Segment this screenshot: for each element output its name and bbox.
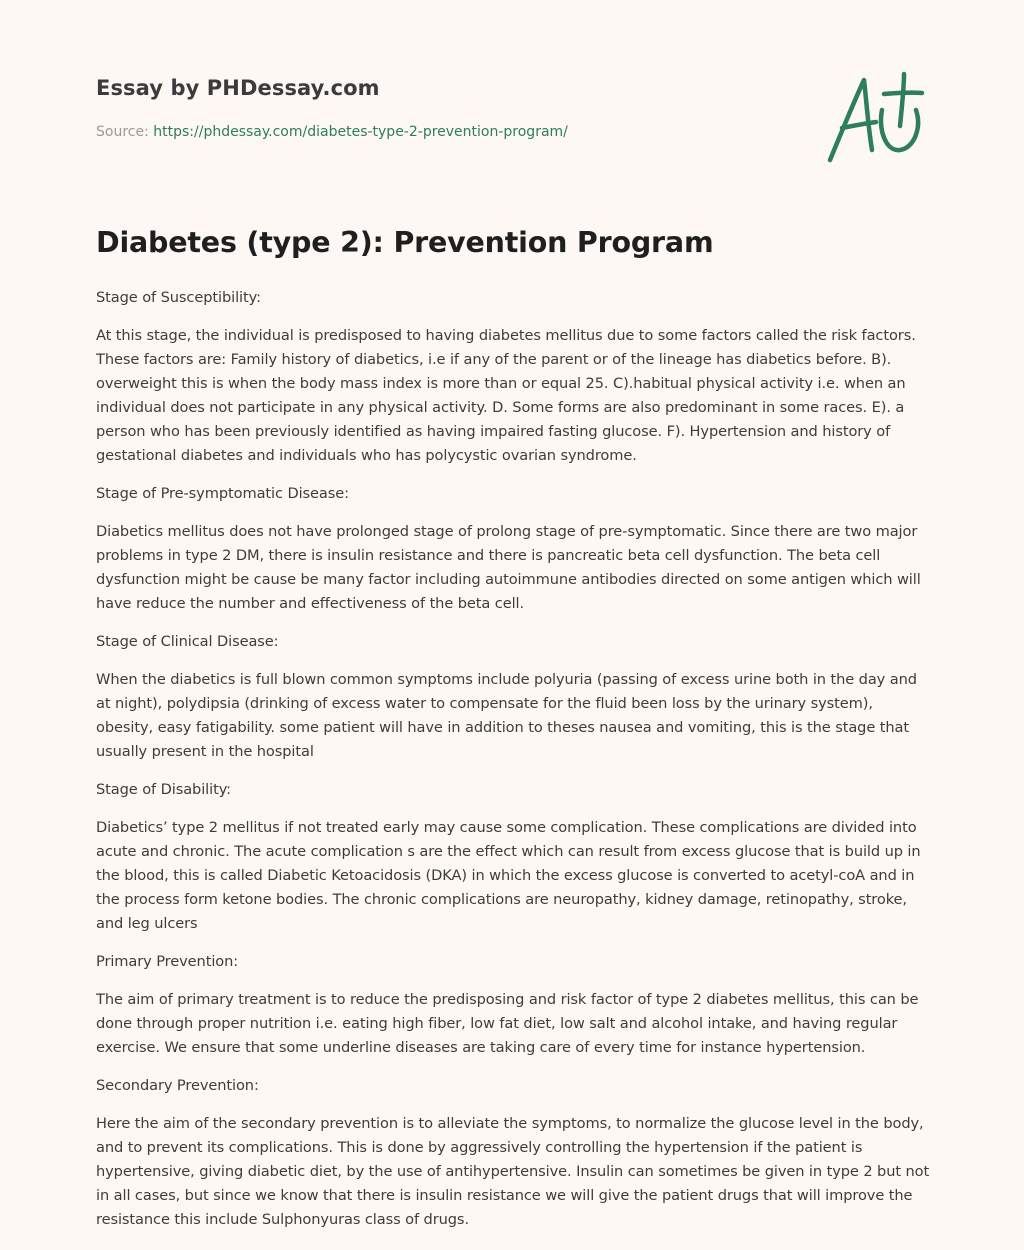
section-paragraph: When the diabetics is full blown common symptoms include polyuria (passing of excess urine both in the day and at night), polydipsia (drinking of excess water to compensate for the fluid been loss by the urinary system), obesity, easy fatigability. some patient will have in addition to theses nausea and vomiting, this is the stage that usually present in the hospital bbox=[96, 671, 917, 760]
section-paragraph: Diabetics mellitus does not have prolonged stage of prolong stage of pre-symptomatic. Since there are two major problems in type 2 DM, there is insulin resistance and there is pancreatic beta cell dysfunction. The beta cell dysfunction might be cause be many factor including autoimmune antibodies directed on some antigen which will have reduce the number and effectiveness of the beta cell. bbox=[96, 523, 921, 612]
a-plus-logo-icon bbox=[820, 66, 930, 166]
section-heading: Stage of Disability: bbox=[96, 781, 231, 798]
source-label: Source: bbox=[96, 124, 149, 140]
essay-body bbox=[96, 286, 934, 1246]
section-paragraph: Diabetics’ type 2 mellitus if not treated early may cause some complication. These complications are divided into acute and chronic. The acute complication s are the effect which can result from excess glucose that is build up in the blood, this is called Diabetic Ketoacidosis (DKA) in which the excess glucose is converted to acetyl-coA and in the process form ketone bodies. The chronic complications are neuropathy, kidney damage, retinopathy, stroke, and leg ulcers bbox=[96, 819, 921, 932]
section-paragraph: The aim of primary treatment is to reduce the predisposing and risk factor of type 2 diabetes mellitus, this can be done through proper nutrition i.e. eating high fiber, low fat diet, low salt and alcohol intake, and having regular exercise. We ensure that some underline diseases are taking care of every time for instance hypertension. bbox=[96, 991, 919, 1056]
section-heading: Stage of Susceptibility: bbox=[96, 289, 261, 306]
section-heading: Stage of Clinical Disease: bbox=[96, 633, 279, 650]
essay-title: Diabetes (type 2): Prevention Program bbox=[96, 226, 714, 259]
section-heading: Primary Prevention: bbox=[96, 953, 239, 970]
source-line bbox=[96, 124, 568, 140]
source-link[interactable]: https://phdessay.com/diabetes-type-2-prevention-program/ bbox=[153, 124, 568, 140]
site-brand: Essay by PHDessay.com bbox=[96, 76, 380, 100]
section-heading: Secondary Prevention: bbox=[96, 1077, 259, 1094]
section-heading: Stage of Pre-symptomatic Disease: bbox=[96, 485, 349, 502]
section-paragraph: At this stage, the individual is predisposed to having diabetes mellitus due to some factors called the risk factors. These factors are: Family history of diabetics, i.e if any of the parent or of the lineage has diabetics before. B). overweight this is when the body mass index is more than or equal 25. C).habitual physical activity i.e. when an individual does not participate in any physical activity. D. Some forms are also predominant in some races. E). a person who has been previously identified as having impaired fasting glucose. F). Hypertension and history of gestational diabetes and individuals who has polycystic ovarian syndrome. bbox=[96, 327, 916, 464]
section-paragraph: Here the aim of the secondary prevention is to alleviate the symptoms, to normalize the glucose level in the body, and to prevent its complications. This is done by aggressively controlling the hypertension if the patient is hypertensive, giving diabetic diet, by the use of antihypertensive. Insulin can sometimes be given in type 2 but not in all cases, but since we know that there is insulin resistance we will give the patient drugs that will improve the resistance this include Sulphonyuras class of drugs. bbox=[96, 1115, 930, 1228]
